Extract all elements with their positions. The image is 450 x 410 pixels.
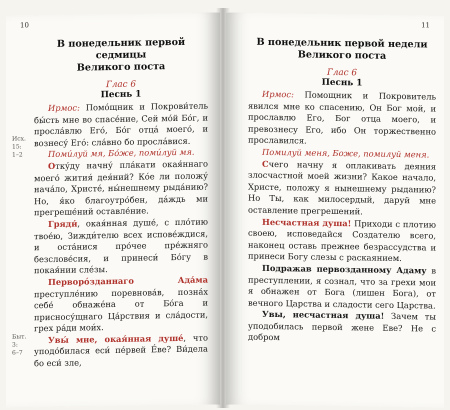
right-refrain: Помилуй меня, Боже, помилуй меня. (262, 146, 430, 160)
left-p2-text: , окая́нная душе́, с пло́тию твое́ю, Зижди́телю всех испове́ждися, и оста́нися про́чее пре́жняго безсловéсия, и принеси́ Бо́гу в покая́нии сле́зы. (34, 216, 208, 276)
left-p1-text: тку́ду начну́ пла́кати окая́ннаго моего́ жития́ дея́ний? Ко́е ли положу́ нача́ло, Христе́, ны́нешнему рыда́нию? Но, я́ко благоутро́бен, да́ждь ми прегреше́ний оставле́ние. (34, 158, 208, 218)
right-irmos-text: Помощник и Покровитель явился мне ко спасению, Он Бог мой, и прославлю Его, Бог отца моего, и превознесу Его, ибо Он торжественно прославился. (248, 89, 437, 146)
left-page-title (34, 37, 208, 76)
left-p4-lead: Увы́ мне, окая́нная душе́ (48, 332, 184, 345)
left-p1-lead: О (48, 160, 56, 171)
right-page (226, 12, 444, 407)
right-p3-lead: Подражав первозданному Адаму (262, 262, 427, 276)
ref1-line2: 1–2 (12, 151, 23, 159)
ref1-line1: Исх. 15: (12, 135, 26, 151)
right-p1-lead: С (262, 158, 269, 169)
right-page-title (248, 37, 436, 64)
right-troparion-3 (248, 263, 436, 312)
left-page-number: 10 (20, 21, 29, 30)
left-p2-lead: Гряди́ (48, 218, 78, 229)
right-troparion-4 (248, 309, 436, 347)
right-p2-text: Приходи с плотию своею, исповедайся Создателю всего, наконец оставь прежнее безрассудства и принеси Богу слезы с раскаянием. (248, 217, 436, 264)
right-irmos-label: Ирмос: (262, 88, 294, 100)
ref2-line2: 6–7 (12, 349, 23, 357)
right-song: Песнь 1 (321, 77, 363, 89)
right-title-line2: Великого поста (297, 49, 387, 62)
right-p4-lead: Увы, несчастная душа! (262, 309, 385, 322)
right-p2-lead: Несчастная душа! (262, 216, 352, 228)
left-scripture-ref-2 (12, 333, 32, 357)
left-troparion-2 (34, 216, 208, 277)
left-troparion-4 (34, 332, 208, 370)
left-p4-text: , что уподо́билася еси́ пе́рвей Е́ве? Ви́дела бо еси́ зле, (34, 332, 208, 369)
left-glas: Глас 6 (106, 79, 136, 91)
left-irmos (34, 101, 208, 150)
left-refrain: Поми́луй мя, Бо́же, поми́луй мя. (48, 147, 195, 160)
right-title-line1: В понедельник первой недели (256, 36, 428, 51)
left-p3-text: преступле́нию поревнова́в, позна́х себе́ обнаже́на от Бо́га и присносу́щнаго Ца́рствия и сла́дости, грех ра́ди мои́х. (34, 286, 208, 334)
left-irmos-text: Помо́щник и Покрови́тель бы́сть мне во спасе́ние, Сей мо́й Бо́г, и просла́влю Его́, Бо́г отца́ моего́, и вознесу́ Его́: сла́вно бо просла́вися. (34, 100, 209, 149)
right-troparion-1 (248, 158, 436, 219)
left-song: Песнь 1 (100, 89, 142, 101)
right-p3-text: в преступлении, я сознал, что за грехи мои я обнажен от Бога (лишен Бога), от вечного Царства и сладости сего Царства. (248, 265, 436, 311)
left-title-line2: Великого поста (76, 61, 166, 74)
ref2-line1: Быт. 3: (12, 333, 27, 349)
left-scripture-ref-1 (12, 135, 32, 159)
right-glas: Глас 6 (327, 67, 357, 79)
right-troparion-2 (248, 216, 436, 265)
right-p1-text: чего начну я оплакивать деяния злосчастной моей жизни? Какое начало, Христе, положу я нынешнему рыданию? Но Ты, как милосердый, даруй мне оставление прегрешений. (248, 158, 436, 217)
right-page-number: 11 (421, 21, 430, 30)
left-p3-lead: Перворо́зданнаго Ада́ма (48, 274, 208, 287)
left-page (6, 12, 220, 407)
left-irmos-label: Ирмос: (48, 102, 80, 114)
left-troparion-3 (34, 274, 208, 335)
right-p4-text: Зачем ты уподобилась первой жене Еве? Не с добром (248, 311, 436, 343)
right-irmos (248, 89, 436, 150)
left-title-line1: В понедельник первой седмицы (56, 36, 186, 62)
left-troparion-1 (34, 158, 208, 219)
